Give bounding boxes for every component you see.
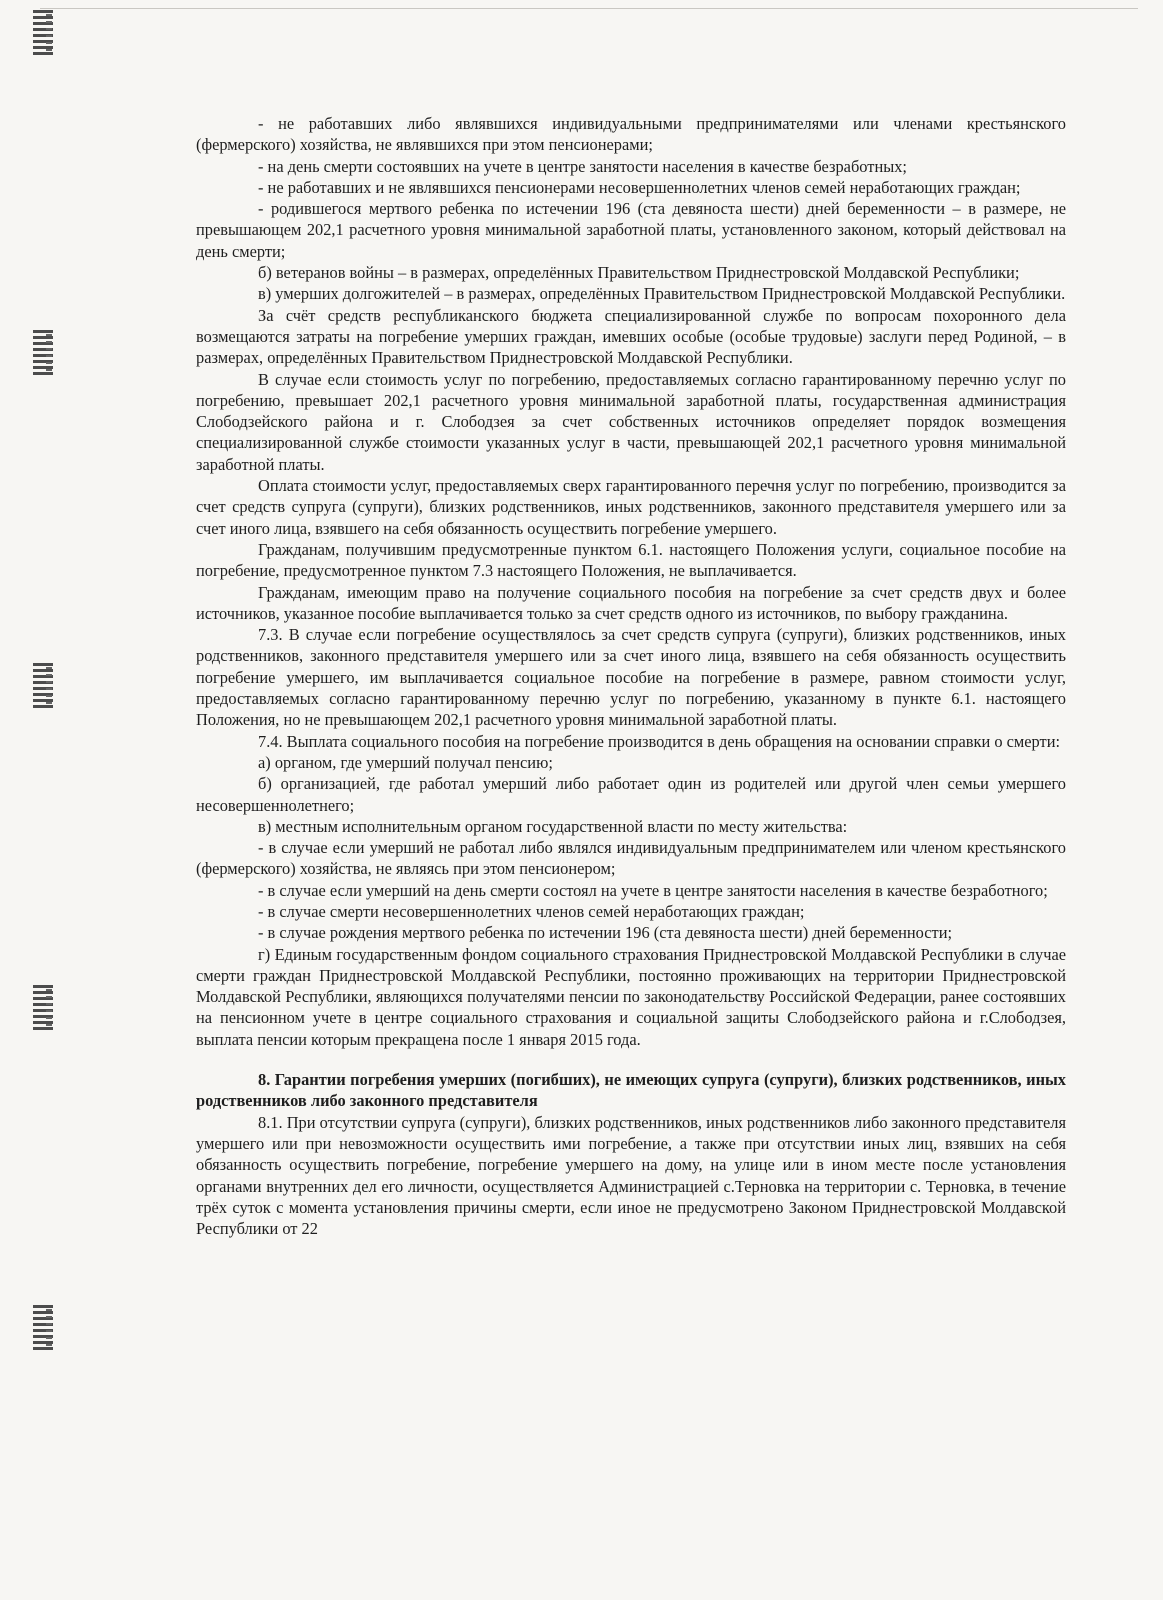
paragraph: - в случае рождения мертвого ребенка по истечении 196 (ста девяноста шести) дней беременности; (258, 923, 953, 943)
page-top-edge (40, 8, 1138, 9)
paragraph: В случае если стоимость услуг по погребению, предоставляемых согласно гарантированному перечню услуг по погребению, превышает 202,1 расчетного уровня минимальной заработной платы, государственная администрация Слободзейского района и г. Слободзея за счет собственных источников определяет порядок возмещения специализированной службе стоимости указанных услуг в части, превышающей 202,1 расчетного уровня минимальной заработной платы. (196, 369, 1066, 474)
paragraph: 7.4. Выплата социального пособия на погребение производится в день обращения на основании справки о смерти: (258, 731, 1061, 751)
binder-hole-mark (33, 663, 53, 711)
paragraph: Гражданам, получившим предусмотренные пунктом 6.1. настоящего Положения услуги, социальное пособие на погребение, предусмотренное пунктом 7.3 настоящего Положения, не выплачивается. (196, 539, 1066, 581)
paragraph: г) Единым государственным фондом социального страхования Приднестровской Молдавской Республики в случае смерти граждан Приднестровской Молдавской Республики, постоянно проживающих на территории Приднестровской Молдавской Республики, являющихся получателями пенсии по законодательству Российской Федерации, ранее состоявших на пенсионном учете в центре социального страхования и социальной защиты Слободзейского района и г.Слободзея, выплата пенсии которым прекращена после 1 января 2015 года. (196, 944, 1066, 1049)
paragraph: б) ветеранов войны – в размерах, определённых Правительством Приднестровской Молдавской Республики; (258, 263, 1020, 283)
binder-hole-mark (33, 10, 53, 58)
paragraph: - в случае если умерший не работал либо являлся индивидуальным предпринимателем или членом крестьянского (фермерского) хозяйства, не являясь при этом пенсионером; (196, 838, 1066, 879)
paragraph: Гражданам, имеющим право на получение социального пособия на погребение за счет средств двух и более источников, указанное пособие выплачивается только за счет средств одного из источников, по выбору гражданина. (196, 582, 1066, 623)
paragraph: 8.1. При отсутствии супруга (супруги), близких родственников, иных родственников либо законного представителя умершего или при невозможности осуществить ими погребение, а также при отсутствии иных лиц, взявших на себя обязанность осуществить погребение, погребение умершего на дому, на улице или в ином месте после установления органами внутренних дел его личности, осуществляется Администрацией с.Терновка на территории с. Терновка, в течение трёх суток с момента установления причины смерти, если иное не предусмотрено Законом Приднестровской Молдавской Республики от 22 (196, 1112, 1066, 1239)
paragraph: - не работавших и не являвшихся пенсионерами несовершеннолетних членов семей неработающих граждан; (258, 177, 1021, 197)
binder-hole-mark (33, 330, 53, 378)
binder-hole-mark (33, 1305, 53, 1353)
section-heading: 8. Гарантии погребения умерших (погибших), не имеющих супруга (супруги), близких родственников, иных родственников либо законного представителя (196, 1070, 1066, 1111)
paragraph: 7.3. В случае если погребение осуществлялось за счет средств супруга (супруги), близких родственников, иных родственников, законного представителя умершего или за счет иного лица, взявшего на себя обязанность осуществить погребение умершего, им выплачивается социальное пособие на погребение в размере, равном стоимости услуг, предоставляемых согласно гарантированному перечню услуг по погребению, указанному в пункте 6.1. настоящего Положения, но не превышающем 202,1 расчетного уровня минимальной заработной платы. (196, 625, 1066, 730)
paragraph: - в случае смерти несовершеннолетних членов семей неработающих граждан; (258, 901, 805, 921)
paragraph: - в случае если умерший на день смерти состоял на учете в центре занятости населения в качестве безработного; (258, 880, 1048, 900)
paragraph: - на день смерти состоявших на учете в центре занятости населения в качестве безработных; (258, 156, 907, 176)
paragraph: - родившегося мертвого ребенка по истечении 196 (ста девяноста шести) дней беременности – в размере, не превышающем 202,1 расчетного уровня минимальной заработной платы, установленного законом, который действовал на день смерти; (196, 199, 1066, 261)
binder-hole-mark (33, 985, 53, 1033)
paragraph: За счёт средств республиканского бюджета специализированной службе по вопросам похоронного дела возмещаются затраты на погребение умерших граждан, имевших особые (особые трудовые) заслуги перед Родиной, – в размерах, определённых Правительством Приднестровской Молдавской Республики. (196, 305, 1066, 368)
paragraph: - не работавших либо являвшихся индивидуальными предпринимателями или членами крестьянского (фермерского) хозяйства, не являвшихся при этом пенсионерами; (196, 114, 1066, 155)
paragraph: в) местным исполнительным органом государственной власти по месту жительства: (258, 816, 848, 836)
paragraph: а) органом, где умерший получал пенсию; (258, 752, 553, 772)
paragraph: в) умерших долгожителей – в размерах, определённых Правительством Приднестровской Молдавской Республики. (258, 284, 1066, 304)
paragraph: Оплата стоимости услуг, предоставляемых сверх гарантированного перечня услуг по погребению, производится за счет средств супруга (супруги), близких родственников, иных родственников, законного представителя умершего или за счет иного лица, взявшего на себя обязанность осуществить погребение умершего. (196, 476, 1066, 538)
document-body (196, 113, 1066, 1239)
paragraph: б) организацией, где работал умерший либо работает один из родителей или другой член семьи умершего несовершеннолетнего; (196, 774, 1066, 815)
